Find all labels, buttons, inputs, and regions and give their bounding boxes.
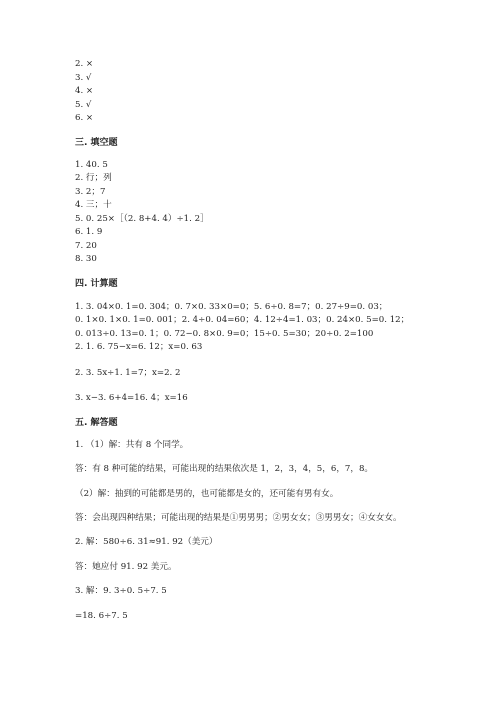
answer-line: 5. 0. 25×［（2. 8+4. 4）÷1. 2］ (75, 213, 209, 224)
answer-line: 3. 2；7 (75, 186, 106, 197)
answer-paragraph: 3. 解：9. 3÷0. 5÷7. 5 (75, 586, 167, 596)
answer-paragraph: 2. 解：580÷6. 31≈91. 92（美元） (75, 537, 218, 547)
judgement-answers (75, 58, 435, 126)
fill-in-answers (75, 159, 435, 267)
answer-paragraph: 答：她应付 91. 92 美元。 (75, 561, 177, 572)
answer-paragraph: 答：会出现四种结果；可能出现的结果是①男男男；②男女女；③男男女；④女女女。 (75, 513, 402, 523)
answer-page (75, 58, 435, 623)
answer-line: 5. √ (75, 99, 92, 110)
answer-line: 2. 3. 5x÷1. 1=7；x=2. 2 (75, 367, 181, 378)
answer-line: 8. 30 (75, 254, 97, 264)
answer-line: 0. 013÷0. 13=0. 1；0. 72−0. 8×0. 9=0；15÷0. 5=30；20÷0. 2=100 (75, 328, 374, 339)
answer-line: 6. × (75, 113, 94, 123)
answer-line: 6. 1. 9 (75, 227, 103, 237)
answer-line: 4. × (75, 86, 94, 96)
answer-paragraph: 1. （1）解：共有 8 个同学。 (75, 439, 189, 450)
answer-line: 2. 行；列 (75, 173, 112, 183)
answer-line: 1. 3. 04×0. 1=0. 304；0. 7×0. 33×0=0；5. 6÷0. 8=7；0. 27÷9=0. 03； (75, 301, 388, 312)
section-heading-fill-in: 三. 填空题 (75, 137, 118, 148)
section-heading-calculation: 四. 计算题 (75, 278, 118, 289)
answer-line: 4. 三；十 (75, 200, 112, 210)
answer-line: 0. 1×0. 1×0. 1=0. 001；2. 4÷0. 04=60；4. 12÷4=1. 03；0. 24×0. 5=0. 12； (75, 315, 410, 325)
answer-paragraph: =18. 6÷7. 5 (75, 610, 128, 621)
answer-paragraph: （2）解：抽到的可能都是男的，也可能都是女的，还可能有男有女。 (75, 488, 339, 499)
answer-line: 2. 1. 6. 75−x=6. 12；x=0. 63 (75, 342, 203, 352)
word-problem-answers (75, 439, 435, 624)
answer-line: 7. 20 (75, 240, 97, 251)
answer-line: 2. × (75, 59, 94, 69)
section-heading-word-problems: 五. 解答题 (75, 417, 118, 428)
answer-line: 3. √ (75, 72, 92, 83)
answer-paragraph: 答：有 8 种可能的结果，可能出现的结果依次是 1，2，3，4，5，6，7，8。 (75, 464, 374, 474)
answer-line: 1. 40. 5 (75, 159, 108, 170)
calculation-answers (75, 301, 435, 406)
answer-line: 3. x−3. 6+4=16. 4；x=16 (75, 393, 188, 403)
